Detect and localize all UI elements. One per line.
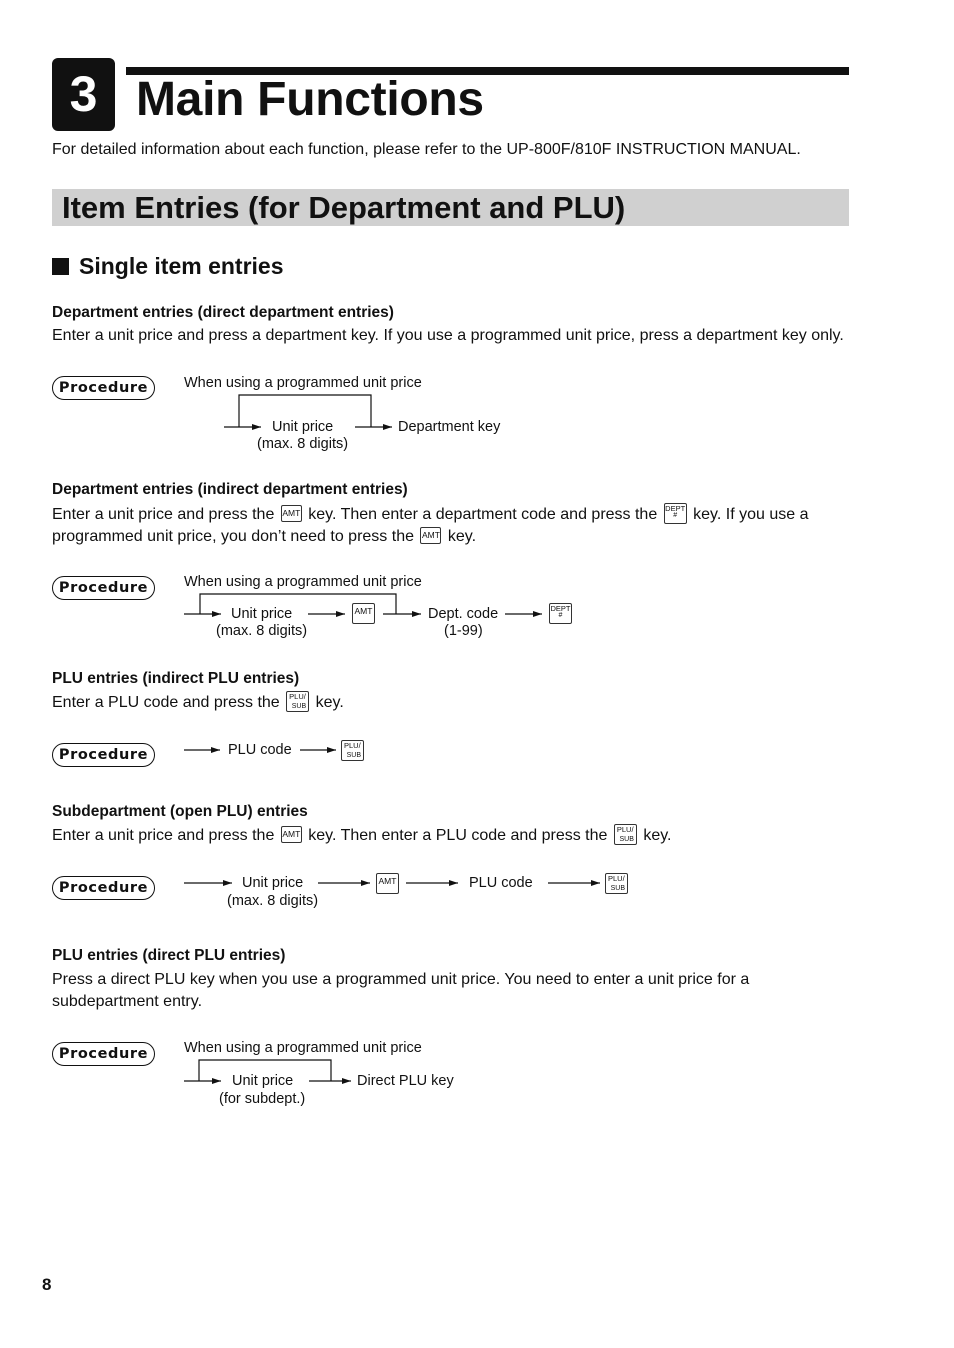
diagram-step-direct-plu-key: Direct PLU key xyxy=(357,1073,454,1089)
diagram-step-sub: (1-99) xyxy=(444,623,483,639)
diagram-step-unit-price: Unit price xyxy=(231,606,293,622)
text-fragment: Enter a PLU code and press the xyxy=(52,694,280,711)
key-label: PLU/ xyxy=(616,825,634,834)
diagram-note: When using a programmed unit price xyxy=(184,375,422,391)
diagram-step-unit-price: Unit price xyxy=(242,875,304,891)
text-fragment: key. If you use a xyxy=(693,506,809,523)
amt-key-icon: AMT xyxy=(281,505,302,522)
key-label: # xyxy=(673,512,678,519)
square-bullet-icon xyxy=(52,258,69,275)
text-fragment: key. Then enter a PLU code and press the xyxy=(308,827,608,844)
diagram-step-plu-code: PLU code xyxy=(469,875,533,891)
chapter-title: Main Functions xyxy=(136,73,484,126)
text-fragment: key. xyxy=(315,694,344,711)
indirect-plu-text xyxy=(52,691,852,714)
chapter-number-badge: 3 xyxy=(52,58,115,131)
text-fragment: key. Then enter a department code and press the xyxy=(308,506,658,523)
plu-sub-key-icon xyxy=(286,691,309,712)
direct-plu-heading: PLU entries (direct PLU entries) xyxy=(52,947,286,964)
key-label: DEPT xyxy=(665,504,686,513)
dept-key-icon xyxy=(549,603,572,624)
amt-key-icon: AMT xyxy=(281,826,302,843)
text-fragment: key. xyxy=(447,528,477,545)
plu-sub-key-icon xyxy=(341,740,364,761)
key-label: PLU/ xyxy=(289,692,306,701)
diagram-note: When using a programmed unit price xyxy=(184,574,422,590)
subdept-heading: Subdepartment (open PLU) entries xyxy=(52,803,308,820)
indirect-dept-heading: Department entries (indirect department entries) xyxy=(52,481,408,498)
key-label: # xyxy=(558,612,563,619)
direct-dept-heading: Department entries (direct department entries) xyxy=(52,304,394,321)
procedure-badge: Procedure xyxy=(52,576,155,600)
key-label: SUB xyxy=(346,752,361,759)
key-label: DEPT xyxy=(550,604,571,613)
diagram-step-sub: (max. 8 digits) xyxy=(216,623,308,639)
key-label: SUB xyxy=(291,703,307,710)
key-label: PLU/ xyxy=(608,874,625,883)
indirect-dept-text xyxy=(52,503,852,548)
diagram-step-sub: (for subdept.) xyxy=(219,1091,306,1107)
procedure-badge: Procedure xyxy=(52,876,155,900)
diagram-step-sub: (max. 8 digits) xyxy=(257,436,349,452)
diagram-step-sub: (max. 8 digits) xyxy=(227,893,319,909)
intro-text: For detailed information about each function, please refer to the UP-800F/810F INSTRUCTION MANUAL. xyxy=(52,141,801,158)
key-label: SUB xyxy=(619,836,634,843)
amt-key-icon: AMT xyxy=(352,603,375,624)
section-header xyxy=(52,189,849,226)
diagram-note: When using a programmed unit price xyxy=(184,1040,422,1056)
section-title: Item Entries (for Department and PLU) xyxy=(62,190,626,225)
diagram-step-unit-price: Unit price xyxy=(232,1073,294,1089)
text-fragment: programmed unit price, you don’t need to press the xyxy=(52,528,414,545)
amt-key-icon: AMT xyxy=(376,873,399,894)
indirect-plu-heading: PLU entries (indirect PLU entries) xyxy=(52,670,300,687)
direct-plu-text: Press a direct PLU key when you use a programmed unit price. You need to enter a unit price for a subdepartment entry. xyxy=(52,971,750,1010)
subdept-text xyxy=(52,824,852,847)
dept-key-icon xyxy=(664,503,687,524)
page-number: 8 xyxy=(42,1275,52,1294)
subsection-title: Single item entries xyxy=(79,253,284,279)
text-fragment: key. xyxy=(643,827,672,844)
key-label: PLU/ xyxy=(344,741,361,750)
diagram-step-plu-code: PLU code xyxy=(228,742,292,758)
procedure-badge: Procedure xyxy=(52,376,155,400)
procedure-badge: Procedure xyxy=(52,743,155,767)
procedure-badge: Procedure xyxy=(52,1042,155,1066)
plu-sub-key-icon xyxy=(614,824,637,845)
plu-sub-key-icon xyxy=(605,873,628,894)
diagram-step-dept-code: Dept. code xyxy=(428,606,499,622)
amt-key-icon: AMT xyxy=(420,527,441,544)
diagram-step-unit-price: Unit price xyxy=(272,419,334,435)
key-label: SUB xyxy=(610,885,625,892)
text-fragment: Enter a unit price and press the xyxy=(52,827,275,844)
text-fragment: Enter a unit price and press the xyxy=(52,506,275,523)
diagram-step-department-key: Department key xyxy=(398,419,501,435)
direct-dept-text: Enter a unit price and press a department key. If you use a programmed unit price, press a department key only. xyxy=(52,327,844,344)
